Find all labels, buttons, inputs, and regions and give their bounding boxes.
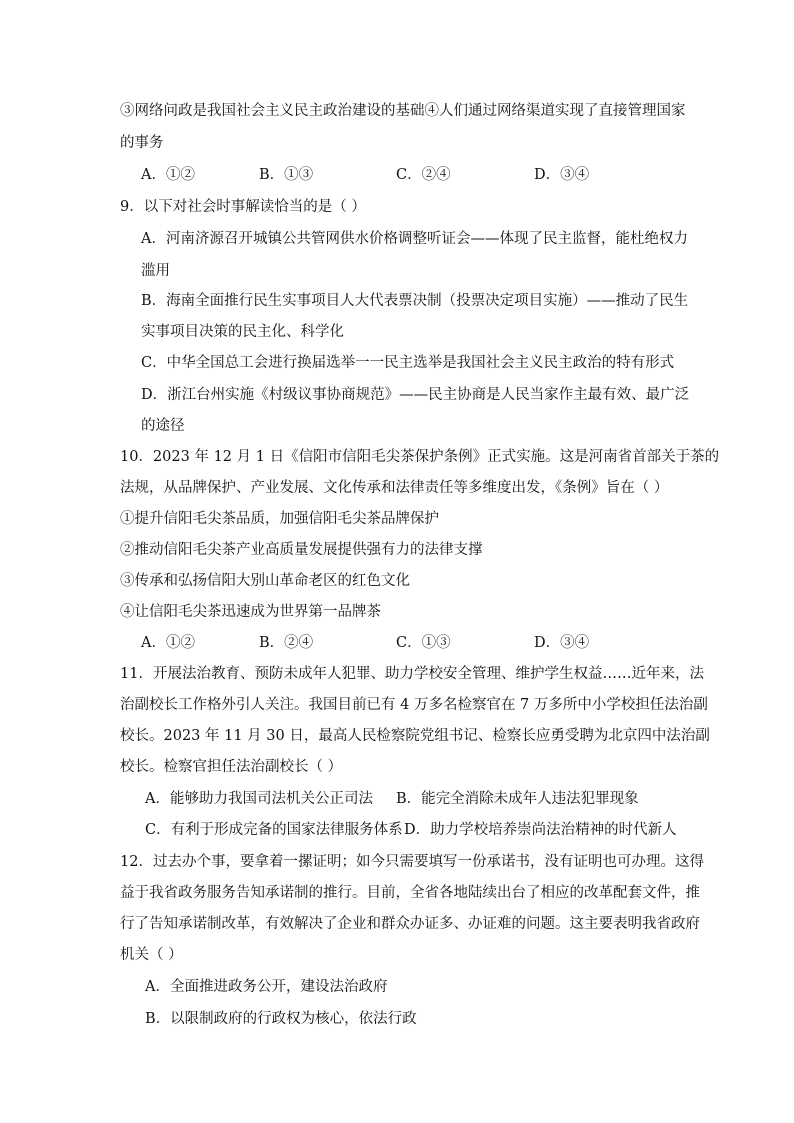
q10-option-a: A．①② xyxy=(141,635,195,651)
q9-stem: 9．以下对社会时事解读恰当的是（ ） xyxy=(120,199,366,215)
q12-option-b: B．以限制政府的行政权为核心，依法行政 xyxy=(145,1011,417,1027)
q12-option-a: A．全面推进政务公开，建设法治政府 xyxy=(145,979,388,995)
q10-option-d: D．③④ xyxy=(534,635,590,651)
q9-option-b-cont: 实事项目决策的民主化、科学化 xyxy=(141,324,344,340)
q12-stem-cont-3: 机关（ ） xyxy=(120,947,183,963)
q10-stem-cont: 法规，从品牌保护、产业发展、文化传承和法律责任等多维度出发，《条例》旨在（ ） xyxy=(120,480,669,496)
q10-option-c: C．①③ xyxy=(396,635,451,651)
q10-statement-3: ③传承和弘扬信阳大别山革命老区的红色文化 xyxy=(120,573,410,589)
q11-stem: 11．开展法治教育、预防未成年人犯罪、助力学校安全管理、维护学生权益……近年来，法 xyxy=(120,666,704,682)
q10-statement-4: ④让信阳毛尖茶迅速成为世界第一品牌茶 xyxy=(120,604,381,620)
q8-option-b: B．①③ xyxy=(259,167,314,183)
q9-option-d-cont: 的途径 xyxy=(141,418,185,434)
q12-stem: 12．过去办个事，要拿着一摞证明；如今只需要填写一份承诺书，没有证明也可办理。这得 xyxy=(120,854,704,870)
q12-stem-cont-2: 行了告知承诺制改革，有效解决了企业和群众办证多、办证难的问题。这主要表明我省政府 xyxy=(120,916,700,932)
q8-statement-cont: 的事务 xyxy=(120,135,164,151)
q10-option-b: B．②④ xyxy=(259,635,314,651)
q9-option-b: B．海南全面推行民生实事项目人大代表票决制（投票决定项目实施）——推动了民生 xyxy=(141,293,689,309)
q11-option-d: D．助力学校培养崇尚法治精神的时代新人 xyxy=(404,822,677,838)
q11-option-c: C．有利于形成完备的国家法律服务体系 xyxy=(145,822,403,838)
q8-statement-3-4: ③网络问政是我国社会主义民主政治建设的基础④人们通过网络渠道实现了直接管理国家 xyxy=(120,103,686,119)
q11-option-a: A．能够助力我国司法机关公正司法 xyxy=(145,791,373,807)
q9-option-c: C．中华全国总工会进行换届选举一一民主选举是我国社会主义民主政治的特有形式 xyxy=(141,355,675,371)
q8-option-a: A．①② xyxy=(141,167,195,183)
q11-stem-cont-2: 校长。2023 年 11 月 30 日，最高人民检察院党组书记、检察长应勇受聘为北京四中法治副 xyxy=(120,728,710,744)
q11-stem-cont-1: 治副校长工作格外引人关注。我国目前已有 4 万多名检察官在 7 万多所中小学校担任法治副 xyxy=(120,697,708,713)
q12-stem-cont-1: 益于我省政务服务告知承诺制的推行。目前，全省各地陆续出台了相应的改革配套文件，推 xyxy=(120,885,700,901)
q9-option-a: A．河南济源召开城镇公共管网供水价格调整听证会——体现了民主监督，能杜绝权力 xyxy=(141,231,688,247)
q10-stem: 10．2023 年 12 月 1 日《信阳市信阳毛尖茶保护条例》正式实施。这是河南省首部关于茶的 xyxy=(120,449,720,465)
q9-option-d: D．浙江台州实施《村级议事协商规范》——民主协商是人民当家作主最有效、最广泛 xyxy=(141,387,690,403)
q11-stem-cont-3: 校长。检察官担任法治副校长（ ） xyxy=(120,759,343,775)
q8-option-d: D．③④ xyxy=(534,167,590,183)
q10-statement-1: ①提升信阳毛尖茶品质，加强信阳毛尖茶品牌保护 xyxy=(120,511,439,527)
q11-option-b: B．能完全消除未成年人违法犯罪现象 xyxy=(396,791,639,807)
q10-statement-2: ②推动信阳毛尖茶产业高质量发展提供强有力的法律支撑 xyxy=(120,542,483,558)
q9-option-a-cont: 滥用 xyxy=(141,263,170,279)
q8-option-c: C．②④ xyxy=(396,167,451,183)
